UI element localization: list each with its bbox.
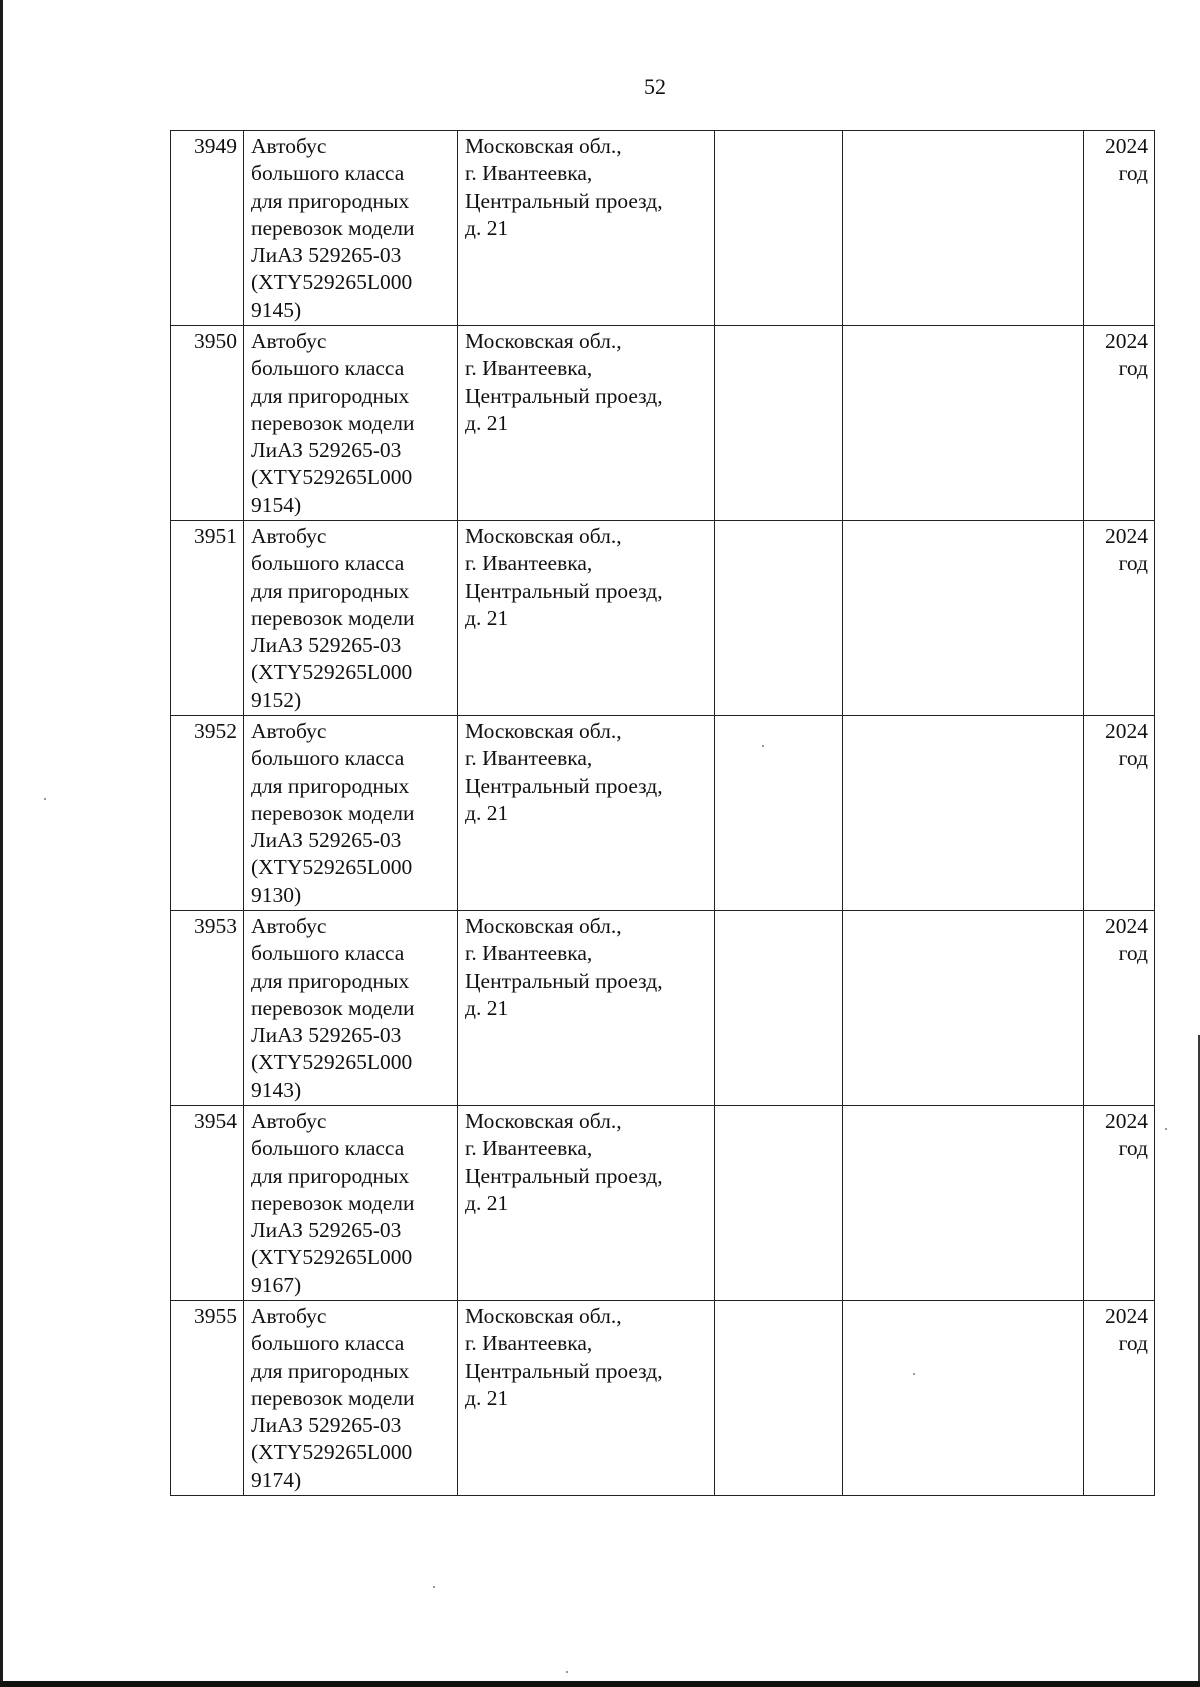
- table-row: [171, 326, 1155, 521]
- table-row: [171, 911, 1155, 1106]
- year-cell: 2024 год: [1084, 1301, 1155, 1496]
- row-number: 3953: [171, 911, 244, 1106]
- register-table-body: [171, 131, 1155, 1496]
- year-cell: 2024 год: [1084, 1106, 1155, 1301]
- vehicle-name: Автобус большого класса для пригородных перевозок модели ЛиАЗ 529265-03 (XTY529265L000 9174): [244, 1301, 458, 1496]
- table-row: [171, 521, 1155, 716]
- empty-cell-4: [715, 1106, 843, 1301]
- empty-cell-4: [715, 131, 843, 326]
- vehicle-name: Автобус большого класса для пригородных перевозок модели ЛиАЗ 529265-03 (XTY529265L000 9152): [244, 521, 458, 716]
- register-table: [170, 130, 1155, 1496]
- table-row: [171, 131, 1155, 326]
- row-number: 3950: [171, 326, 244, 521]
- scan-bottom-edge: [0, 1681, 1200, 1687]
- empty-cell-5: [843, 716, 1084, 911]
- empty-cell-5: [843, 1106, 1084, 1301]
- empty-cell-5: [843, 1301, 1084, 1496]
- vehicle-address: Московская обл., г. Ивантеевка, Центральный проезд, д. 21: [458, 131, 715, 326]
- vehicle-name: Автобус большого класса для пригородных перевозок модели ЛиАЗ 529265-03 (XTY529265L000 9130): [244, 716, 458, 911]
- empty-cell-4: [715, 911, 843, 1106]
- vehicle-address: Московская обл., г. Ивантеевка, Центральный проезд, д. 21: [458, 521, 715, 716]
- vehicle-address: Московская обл., г. Ивантеевка, Центральный проезд, д. 21: [458, 1301, 715, 1496]
- row-number: 3949: [171, 131, 244, 326]
- table-row: [171, 716, 1155, 911]
- year-cell: 2024 год: [1084, 326, 1155, 521]
- scan-speck: [762, 745, 764, 747]
- vehicle-name: Автобус большого класса для пригородных перевозок модели ЛиАЗ 529265-03 (XTY529265L000 9143): [244, 911, 458, 1106]
- vehicle-address: Московская обл., г. Ивантеевка, Центральный проезд, д. 21: [458, 1106, 715, 1301]
- scan-speck: [913, 1373, 915, 1375]
- vehicle-name: Автобус большого класса для пригородных перевозок модели ЛиАЗ 529265-03 (XTY529265L000 9167): [244, 1106, 458, 1301]
- vehicle-name: Автобус большого класса для пригородных перевозок модели ЛиАЗ 529265-03 (XTY529265L000 9145): [244, 131, 458, 326]
- table-row: [171, 1106, 1155, 1301]
- scan-left-edge: [0, 0, 3, 1687]
- row-number: 3955: [171, 1301, 244, 1496]
- row-number: 3954: [171, 1106, 244, 1301]
- year-cell: 2024 год: [1084, 911, 1155, 1106]
- empty-cell-4: [715, 326, 843, 521]
- page-number: 52: [644, 74, 666, 99]
- year-cell: 2024 год: [1084, 131, 1155, 326]
- scan-speck: [44, 798, 46, 800]
- scan-speck: [1165, 1128, 1167, 1130]
- empty-cell-5: [843, 131, 1084, 326]
- empty-cell-4: [715, 521, 843, 716]
- empty-cell-5: [843, 521, 1084, 716]
- scan-speck: [433, 1586, 435, 1588]
- scan-speck: [566, 1671, 568, 1673]
- empty-cell-4: [715, 716, 843, 911]
- vehicle-address: Московская обл., г. Ивантеевка, Центральный проезд, д. 21: [458, 326, 715, 521]
- vehicle-name: Автобус большого класса для пригородных перевозок модели ЛиАЗ 529265-03 (XTY529265L000 9154): [244, 326, 458, 521]
- table-row: [171, 1301, 1155, 1496]
- year-cell: 2024 год: [1084, 521, 1155, 716]
- empty-cell-4: [715, 1301, 843, 1496]
- empty-cell-5: [843, 326, 1084, 521]
- row-number: 3952: [171, 716, 244, 911]
- vehicle-address: Московская обл., г. Ивантеевка, Центральный проезд, д. 21: [458, 911, 715, 1106]
- row-number: 3951: [171, 521, 244, 716]
- vehicle-address: Московская обл., г. Ивантеевка, Центральный проезд, д. 21: [458, 716, 715, 911]
- year-cell: 2024 год: [1084, 716, 1155, 911]
- empty-cell-5: [843, 911, 1084, 1106]
